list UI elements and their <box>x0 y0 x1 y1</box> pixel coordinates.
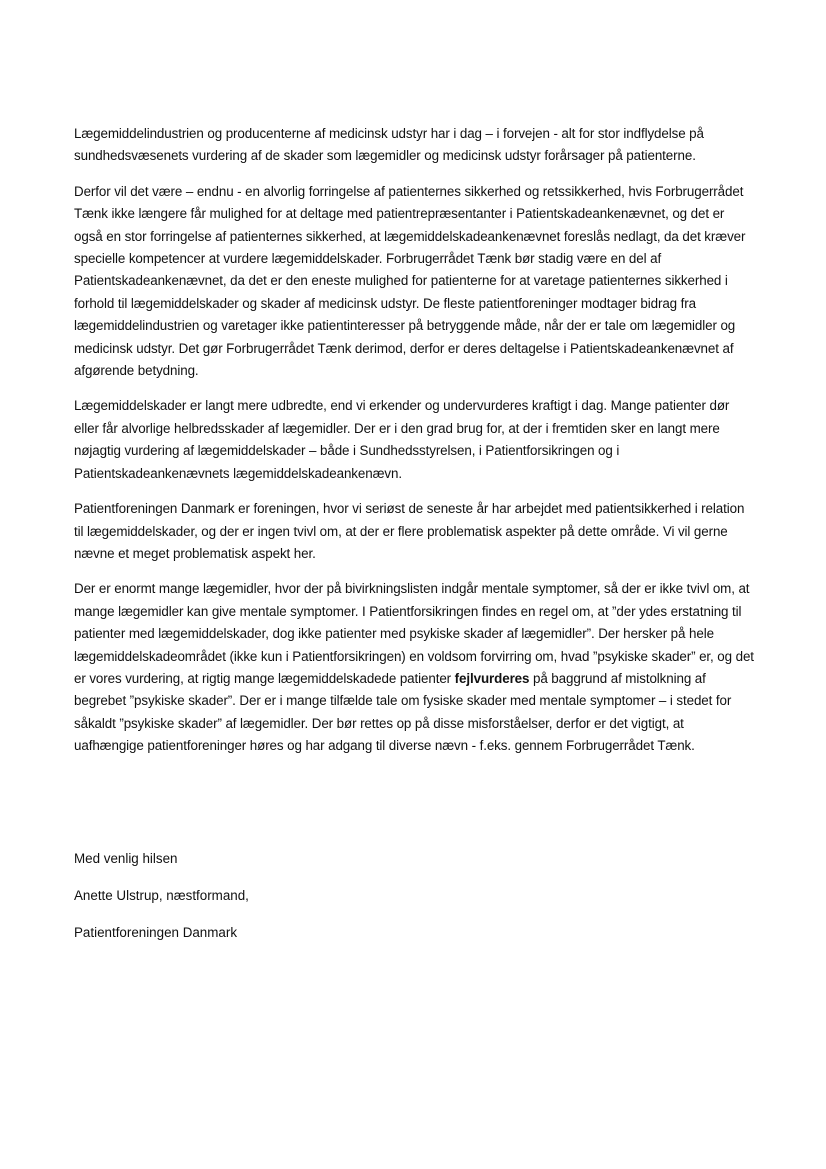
paragraph-1: Lægemiddelindustrien og producenterne af medicinsk udstyr har i dag – i forvejen - alt for stor indflydelse på sundhedsvæsenets vurdering af de skader som lægemidler og medicinsk udstyr forårsager på patienterne. <box>74 126 704 164</box>
paragraph-5 <box>74 578 754 757</box>
organization: Patientforeningen Danmark <box>74 925 238 940</box>
paragraph-5-bold: fejlvurderes <box>454 670 530 686</box>
signatory: Anette Ulstrup, næstformand, <box>74 888 249 903</box>
closing-greeting: Med venlig hilsen <box>74 851 178 866</box>
letter-body <box>74 123 754 771</box>
paragraph-3: Lægemiddelskader er langt mere udbredte, end vi erkender og undervurderes kraftigt i dag. Mange patienter dør eller får alvorlige helbredsskader af lægemidler. Der er i den grad brug for, at der i fremtiden sker en langt mere nøjagtig vurdering af lægemiddelskader – både i Sundhedsstyrelsen, i Patientforsikringen og i Patientskadeankenævnets lægemiddelskadeankenævn. <box>74 398 730 481</box>
paragraph-4: Patientforeningen Danmark er foreningen, hvor vi seriøst de seneste år har arbejdet med patientsikkerhed i relation til lægemiddelskader, og der er ingen tvivl om, at der er flere problematisk aspekter på dette område. Vi vil gerne nævne et meget problematisk aspekt her. <box>74 501 745 561</box>
paragraph-2: Derfor vil det være – endnu - en alvorlig forringelse af patienternes sikkerhed og retssikkerhed, hvis Forbrugerrådet Tænk ikke længere får mulighed for at deltage med patientrepræsentanter i Patientskadeankenævnet, og det er også en stor forringelse af patienternes sikkerhed, at lægemiddelskadeankenævnet foreslås nedlagt, da det kræver specielle kompetencer at vurdere lægemiddelskader. Forbrugerrådet Tænk bør stadig være en del af Patientskadeankenævnet, da det er den eneste mulighed for patienterne for at varetage patienternes sikkerhed i forhold til lægemiddelskader og skader af medicinsk udstyr. De fleste patientforeninger modtager bidrag fra lægemiddelindustrien og varetager ikke patientinteresser på betryggende måde, når der er tale om lægemidler og medicinsk udstyr. Det gør Forbrugerrådet Tænk derimod, derfor er deres deltagelse i Patientskadeankenævnet af afgørende betydning. <box>74 183 746 379</box>
paragraph-5-text-a: Der er enormt mange lægemidler, hvor der på bivirkningslisten indgår mentale symptomer, så der er ikke tvivl om, at mange lægemidler kan give mentale symptomer. I Patientforsikringen findes en regel om, at ”der ydes erstatning til patienter med lægemiddelskader, dog ikke patienter med psykiske skader af lægemidler”. Der hersker på hele lægemiddelskadeområdet (ikke kun i Patientforsikringen) en voldsom forvirring om, hvad ”psykiske skader” er, og det er vores vurdering, at rigtig mange lægemiddelskadede patienter <box>74 581 754 686</box>
paragraph-5-text-b: på baggrund af mistolkning af begrebet ”psykiske skader”. Der er i mange tilfælde tale om fysiske skader med mentale symptomer – i stedet for såkaldt ”psykiske skader” af lægemidler. Der bør rettes op på disse misforståelser, derfor er det vigtigt, at uafhængige patientforeninger høres og har adgang til diverse nævn - f.eks. gennem Forbrugerrådet Tænk. <box>74 670 732 754</box>
